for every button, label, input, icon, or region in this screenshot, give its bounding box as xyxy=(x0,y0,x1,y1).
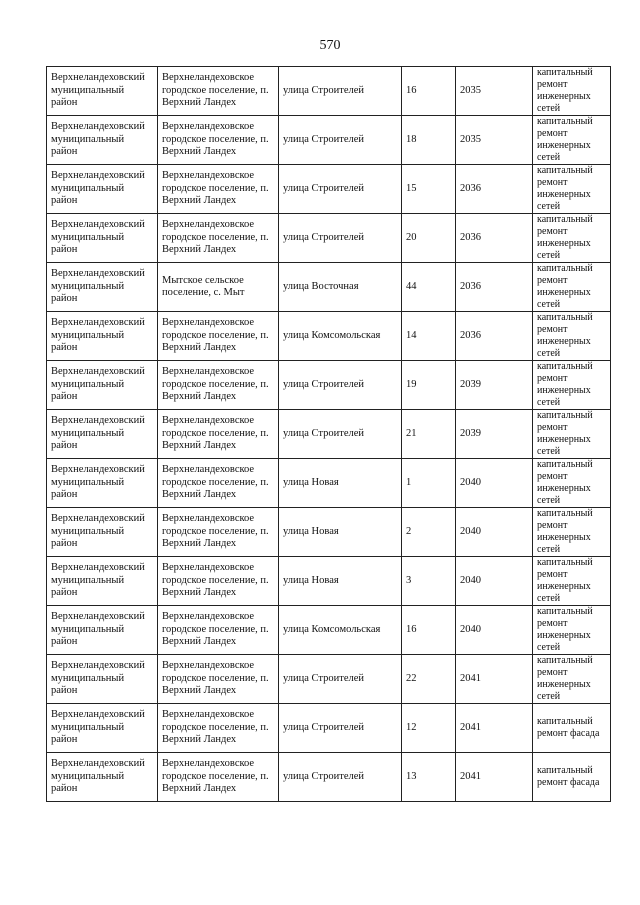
page-number: 570 xyxy=(319,38,341,53)
year-cell: 2039 xyxy=(456,361,533,410)
district-cell: Верхнеландеховский муниципальный район xyxy=(47,508,158,557)
house-number-cell: 20 xyxy=(402,214,456,263)
settlement-cell: Верхнеландеховское городское поселение, п. Верхний Ландех xyxy=(158,214,279,263)
year-cell: 2041 xyxy=(456,753,533,802)
house-number-cell: 12 xyxy=(402,704,456,753)
house-number-cell: 21 xyxy=(402,410,456,459)
street-cell: улица Строителей xyxy=(279,753,402,802)
district-cell: Верхнеландеховский муниципальный район xyxy=(47,361,158,410)
work-type-cell: капитальный ремонт инженерных сетей xyxy=(533,410,611,459)
table-row xyxy=(47,606,611,655)
district-cell: Верхнеландеховский муниципальный район xyxy=(47,410,158,459)
work-type-cell: капитальный ремонт инженерных сетей xyxy=(533,459,611,508)
district-cell: Верхнеландеховский муниципальный район xyxy=(47,704,158,753)
work-type-cell: капитальный ремонт инженерных сетей xyxy=(533,557,611,606)
year-cell: 2036 xyxy=(456,312,533,361)
street-cell: улица Новая xyxy=(279,459,402,508)
table-row xyxy=(47,361,611,410)
house-number-cell: 44 xyxy=(402,263,456,312)
house-number-cell: 18 xyxy=(402,116,456,165)
district-cell: Верхнеландеховский муниципальный район xyxy=(47,655,158,704)
street-cell: улица Новая xyxy=(279,557,402,606)
work-type-cell: капитальный ремонт инженерных сетей xyxy=(533,67,611,116)
house-number-cell: 14 xyxy=(402,312,456,361)
settlement-cell: Верхнеландеховское городское поселение, п. Верхний Ландех xyxy=(158,606,279,655)
work-type-cell: капитальный ремонт фасада xyxy=(533,753,611,802)
table-row xyxy=(47,557,611,606)
work-type-cell: капитальный ремонт фасада xyxy=(533,704,611,753)
street-cell: улица Строителей xyxy=(279,704,402,753)
street-cell: улица Строителей xyxy=(279,214,402,263)
street-cell: улица Восточная xyxy=(279,263,402,312)
street-cell: улица Комсомольская xyxy=(279,312,402,361)
house-number-cell: 13 xyxy=(402,753,456,802)
district-cell: Верхнеландеховский муниципальный район xyxy=(47,116,158,165)
table-row xyxy=(47,214,611,263)
year-cell: 2040 xyxy=(456,606,533,655)
house-number-cell: 19 xyxy=(402,361,456,410)
registry-table-body xyxy=(47,67,611,802)
work-type-cell: капитальный ремонт инженерных сетей xyxy=(533,361,611,410)
year-cell: 2035 xyxy=(456,67,533,116)
settlement-cell: Верхнеландеховское городское поселение, п. Верхний Ландех xyxy=(158,557,279,606)
house-number-cell: 15 xyxy=(402,165,456,214)
year-cell: 2035 xyxy=(456,116,533,165)
year-cell: 2036 xyxy=(456,263,533,312)
street-cell: улица Новая xyxy=(279,508,402,557)
settlement-cell: Верхнеландеховское городское поселение, п. Верхний Ландех xyxy=(158,165,279,214)
year-cell: 2036 xyxy=(456,214,533,263)
work-type-cell: капитальный ремонт инженерных сетей xyxy=(533,214,611,263)
table-row xyxy=(47,410,611,459)
settlement-cell: Мытское сельское поселение, с. Мыт xyxy=(158,263,279,312)
settlement-cell: Верхнеландеховское городское поселение, п. Верхний Ландех xyxy=(158,410,279,459)
year-cell: 2041 xyxy=(456,704,533,753)
district-cell: Верхнеландеховский муниципальный район xyxy=(47,214,158,263)
table-row xyxy=(47,263,611,312)
year-cell: 2040 xyxy=(456,508,533,557)
district-cell: Верхнеландеховский муниципальный район xyxy=(47,263,158,312)
house-number-cell: 1 xyxy=(402,459,456,508)
house-number-cell: 16 xyxy=(402,67,456,116)
work-type-cell: капитальный ремонт инженерных сетей xyxy=(533,165,611,214)
table-row xyxy=(47,753,611,802)
work-type-cell: капитальный ремонт инженерных сетей xyxy=(533,116,611,165)
district-cell: Верхнеландеховский муниципальный район xyxy=(47,459,158,508)
year-cell: 2040 xyxy=(456,459,533,508)
settlement-cell: Верхнеландеховское городское поселение, п. Верхний Ландех xyxy=(158,459,279,508)
table-row xyxy=(47,704,611,753)
work-type-cell: капитальный ремонт инженерных сетей xyxy=(533,263,611,312)
house-number-cell: 16 xyxy=(402,606,456,655)
district-cell: Верхнеландеховский муниципальный район xyxy=(47,165,158,214)
street-cell: улица Строителей xyxy=(279,165,402,214)
year-cell: 2041 xyxy=(456,655,533,704)
district-cell: Верхнеландеховский муниципальный район xyxy=(47,557,158,606)
settlement-cell: Верхнеландеховское городское поселение, п. Верхний Ландех xyxy=(158,116,279,165)
settlement-cell: Верхнеландеховское городское поселение, п. Верхний Ландех xyxy=(158,655,279,704)
work-type-cell: капитальный ремонт инженерных сетей xyxy=(533,655,611,704)
street-cell: улица Строителей xyxy=(279,67,402,116)
table-row xyxy=(47,655,611,704)
year-cell: 2040 xyxy=(456,557,533,606)
house-number-cell: 22 xyxy=(402,655,456,704)
table-row xyxy=(47,312,611,361)
settlement-cell: Верхнеландеховское городское поселение, п. Верхний Ландех xyxy=(158,67,279,116)
work-type-cell: капитальный ремонт инженерных сетей xyxy=(533,508,611,557)
district-cell: Верхнеландеховский муниципальный район xyxy=(47,606,158,655)
table-row xyxy=(47,508,611,557)
registry-table xyxy=(46,66,611,802)
year-cell: 2036 xyxy=(456,165,533,214)
work-type-cell: капитальный ремонт инженерных сетей xyxy=(533,606,611,655)
table-row xyxy=(47,116,611,165)
house-number-cell: 2 xyxy=(402,508,456,557)
settlement-cell: Верхнеландеховское городское поселение, п. Верхний Ландех xyxy=(158,508,279,557)
table-row xyxy=(47,67,611,116)
settlement-cell: Верхнеландеховское городское поселение, п. Верхний Ландех xyxy=(158,361,279,410)
settlement-cell: Верхнеландеховское городское поселение, п. Верхний Ландех xyxy=(158,704,279,753)
table-row xyxy=(47,165,611,214)
district-cell: Верхнеландеховский муниципальный район xyxy=(47,67,158,116)
house-number-cell: 3 xyxy=(402,557,456,606)
settlement-cell: Верхнеландеховское городское поселение, п. Верхний Ландех xyxy=(158,753,279,802)
year-cell: 2039 xyxy=(456,410,533,459)
street-cell: улица Строителей xyxy=(279,361,402,410)
settlement-cell: Верхнеландеховское городское поселение, п. Верхний Ландех xyxy=(158,312,279,361)
street-cell: улица Строителей xyxy=(279,655,402,704)
district-cell: Верхнеландеховский муниципальный район xyxy=(47,753,158,802)
table-row xyxy=(47,459,611,508)
street-cell: улица Строителей xyxy=(279,116,402,165)
work-type-cell: капитальный ремонт инженерных сетей xyxy=(533,312,611,361)
street-cell: улица Строителей xyxy=(279,410,402,459)
street-cell: улица Комсомольская xyxy=(279,606,402,655)
district-cell: Верхнеландеховский муниципальный район xyxy=(47,312,158,361)
